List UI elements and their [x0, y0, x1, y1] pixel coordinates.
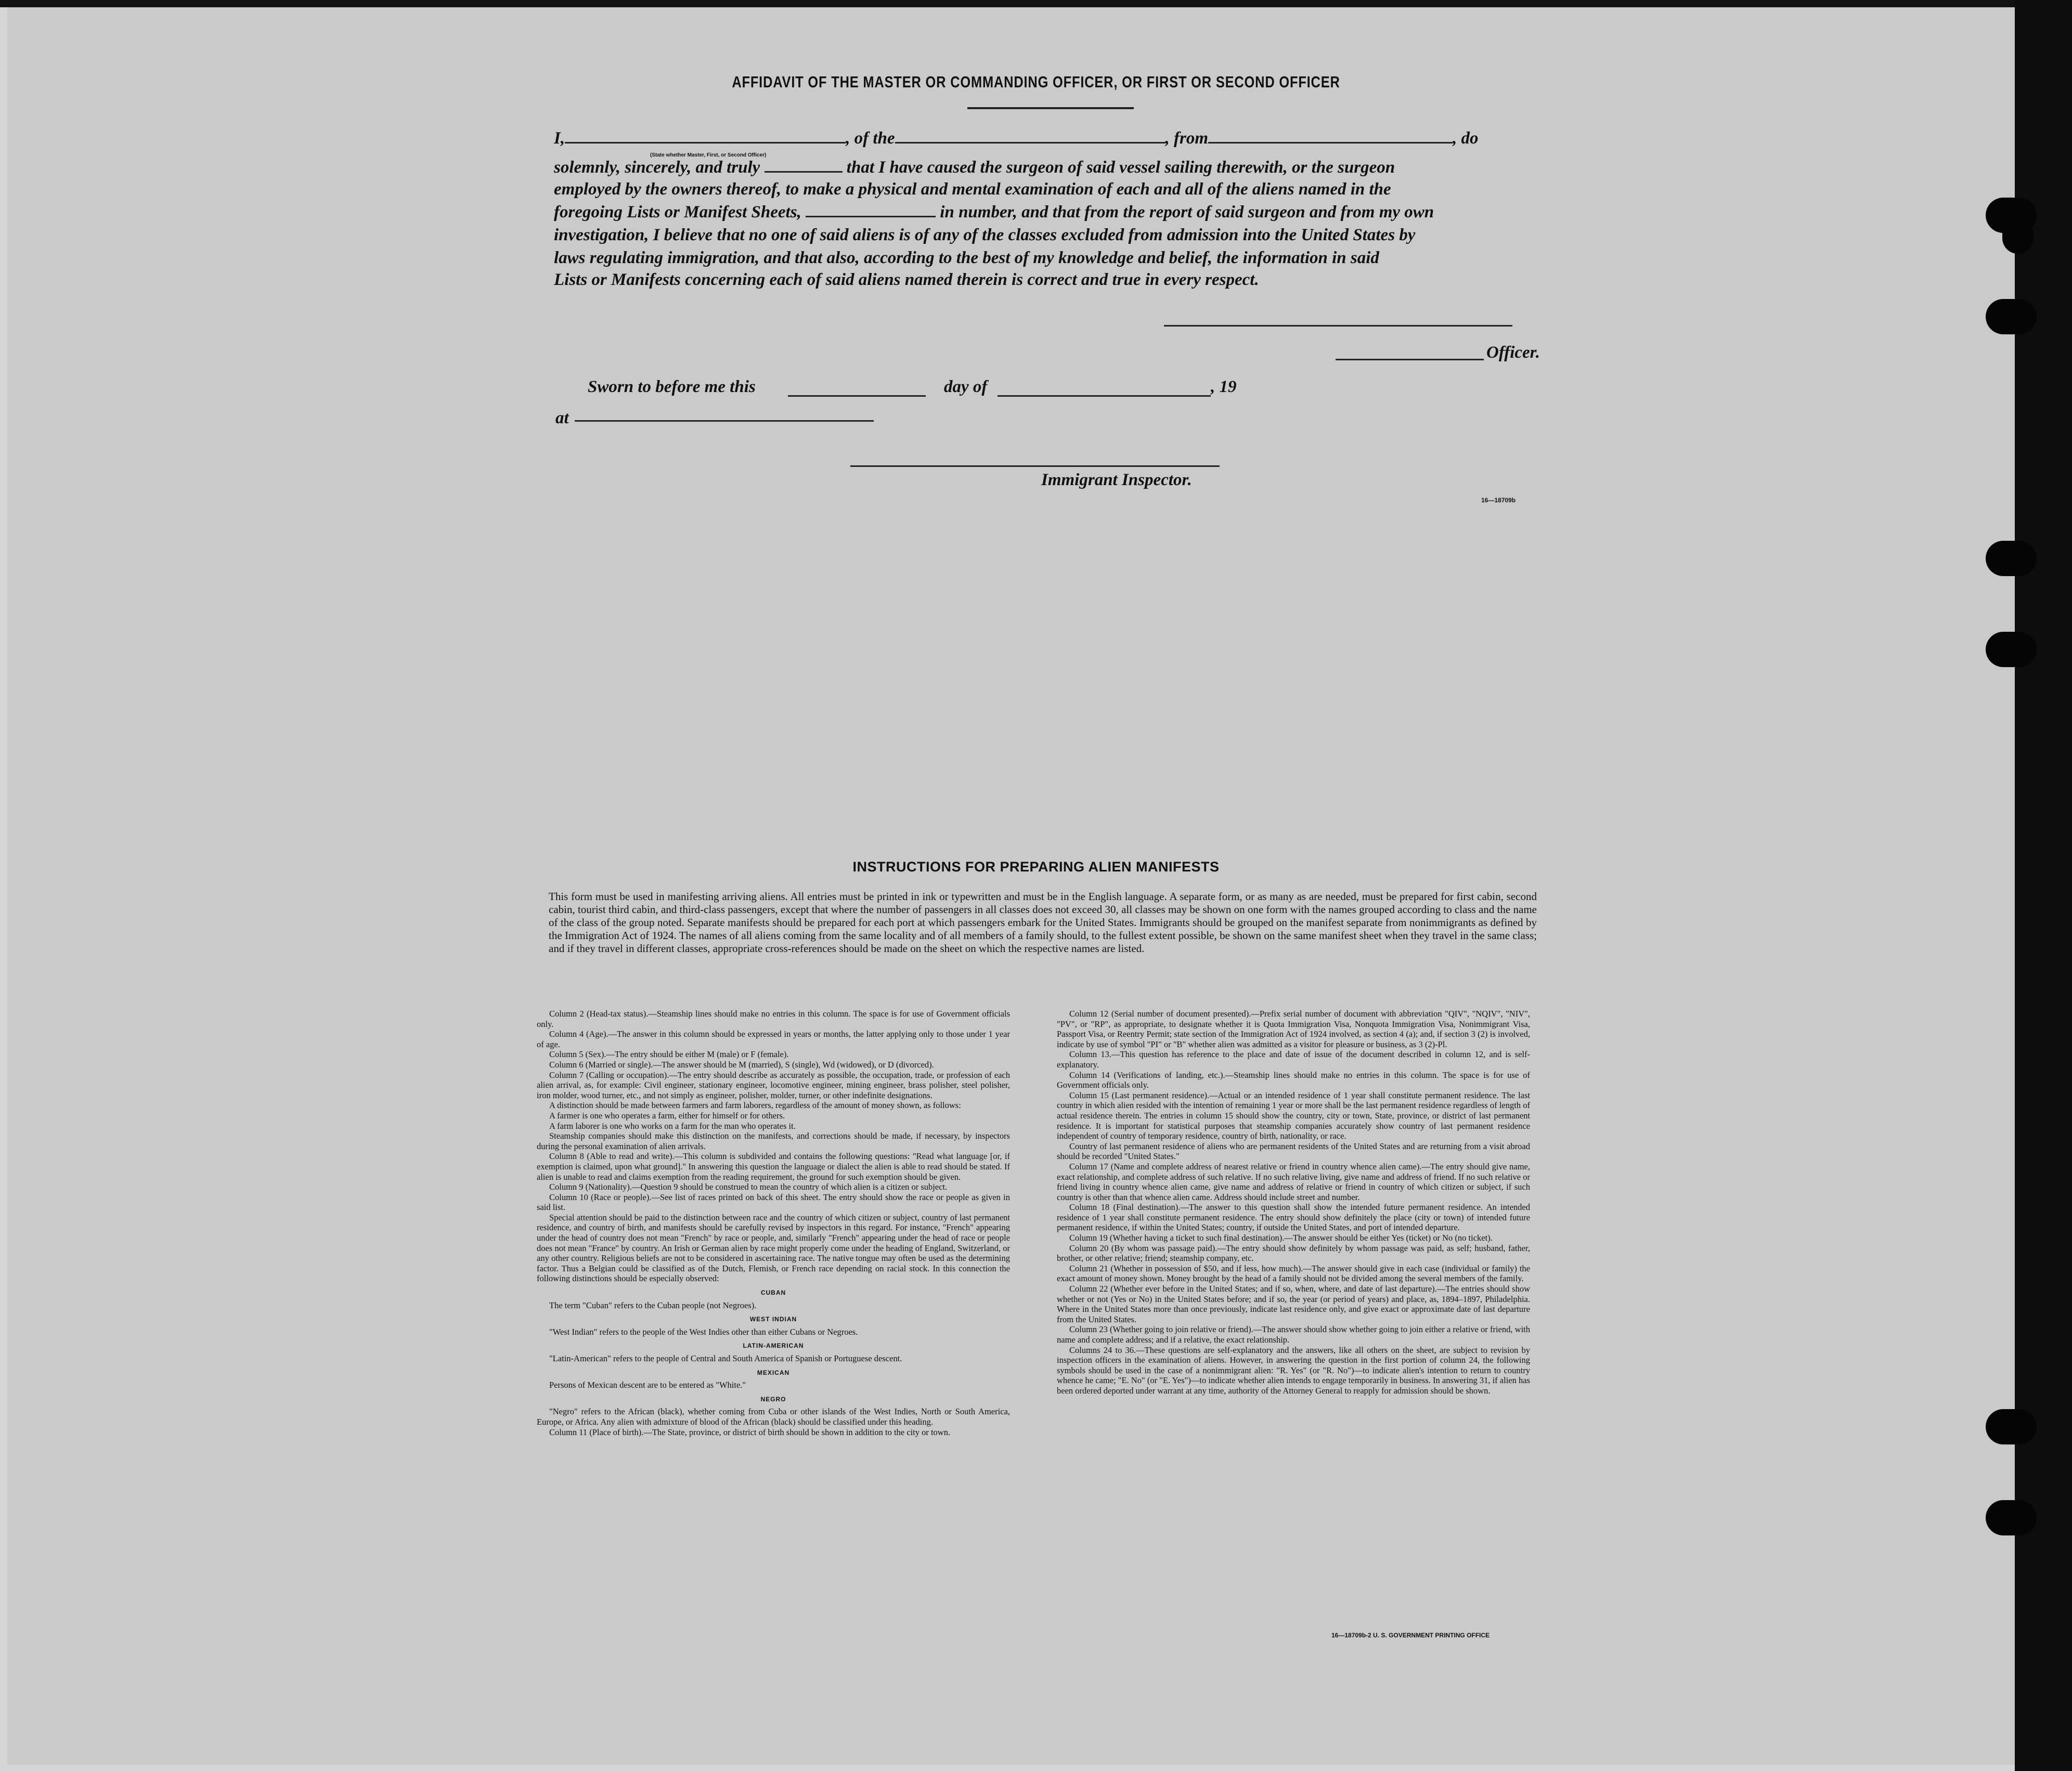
- section-heading-negro: NEGRO: [760, 1395, 786, 1403]
- year-text: , 19: [1211, 377, 1237, 396]
- negro-definition: "Negro" refers to the African (black), whether coming from Cuba or other islands of the West Indies, North or South America, Europe, or Africa. Any alien with admixture of blood of the African (black) should be classified under this heading.: [537, 1407, 1010, 1427]
- affidavit-line-3: employed by the owners thereof, to make a physical and mental examination of each and all of the aliens named in the: [554, 180, 1391, 199]
- sworn-text: Sworn to before me this: [588, 377, 756, 396]
- affidavit-line-1: I, , of the , from , do: [554, 129, 1479, 148]
- instruction-paragraph: Column 22 (Whether ever before in the United States; and if so, when, where, and date of last departure).—The entries should show whether or not (Yes or No) in the United States before; and if so, the year (or period of years) and place, as, 1894–1897, Philadelphia. Where in the United States more than once previously, indicate last residence only, and give exact or approximate date of last departure from the United States.: [1057, 1284, 1530, 1324]
- instruction-paragraph: Column 18 (Final destination).—The answer to this question shall show the intended future permanent residence. An intended residence of 1 year shall constitute permanent residence. The entry should show definitely the place (city or town) of intended future permanent residence, if within the United States; country, if outside the United States, and port of intended departure.: [1057, 1202, 1530, 1233]
- mexican-definition: Persons of Mexican descent are to be entered as "White.": [549, 1380, 746, 1390]
- binder-hole: [1986, 541, 2037, 576]
- instruction-paragraph: Column 15 (Last permanent residence).—Actual or an intended residence of 1 year shall constitute permanent residence. The last country in which alien resided with the intention of remaining 1 year or more shall be the last permanent residence regardless of length of actual residence therein. The entries in column 15 should show the country, city or town, State, province, or district of last permanent residence. It is important for statistical purposes that steamship companies accurately show country of last permanent residence independent of country of temporary residence, country of birth, nationality, or race.: [1057, 1090, 1530, 1141]
- instruction-paragraph: Column 10 (Race or people).—See list of races printed on back of this sheet. The entry should show the race or people as given in said list.: [537, 1192, 1010, 1213]
- officer-signature-line[interactable]: [1336, 359, 1484, 360]
- form-number: 16—18709b: [1481, 497, 1516, 504]
- instruction-paragraph: Column 6 (Married or single).—The answer should be M (married), S (single), Wd (widowed), or D (divorced).: [549, 1059, 934, 1070]
- inspector-signature-line[interactable]: [850, 465, 1220, 467]
- port-blank[interactable]: [1208, 132, 1453, 144]
- affidavit-line-6: laws regulating immigration, and that also, according to the best of my knowledge and belief, the information in said: [554, 249, 1379, 267]
- at-text: at: [555, 409, 569, 427]
- instructions-left-column: [537, 1009, 1010, 1437]
- day-of-text: day of: [944, 377, 988, 396]
- title-rule: [967, 107, 1134, 109]
- affidavit-line-2: solemnly, sincerely, and truly that I have caused the surgeon of said vessel sailing therewith, or the surgeon: [554, 158, 1395, 177]
- instruction-paragraph: Column 4 (Age).—The answer in this column should be expressed in years or months, the latter applying only to those under 1 year of age.: [537, 1029, 1010, 1049]
- instruction-paragraph: Column 8 (Able to read and write).—This column is subdivided and contains the following questions: "Read what language [or, if exemption is claimed, upon what ground]." In answering this question the language or dialect the alien is able to read should be stated. If alien is unable to read and claims exemption from the reading requirement, the ground for such exemption should be given.: [537, 1151, 1010, 1182]
- affidavit-line-5: investigation, I believe that no one of said aliens is of any of the classes excluded from admission into the United States by: [554, 226, 1416, 244]
- instruction-paragraph: Country of last permanent residence of aliens who are permanent residents of the United States and are returning from a visit abroad should be recorded "United States.": [1057, 1141, 1530, 1162]
- instruction-paragraph: Steamship companies should make this distinction on the manifests, and corrections should be made, if necessary, by inspectors during the personal examination of alien arrivals.: [537, 1131, 1010, 1151]
- cuban-definition: The term "Cuban" refers to the Cuban people (not Negroes).: [549, 1300, 757, 1310]
- binder-hole: [1986, 299, 2037, 334]
- binder-hole: [1986, 1409, 2037, 1444]
- instruction-paragraph: A farmer is one who operates a farm, either for himself or for others.: [549, 1110, 785, 1121]
- instruction-paragraph: Column 20 (By whom was passage paid).—The entry should show definitely by whom passage was paid, as self; husband, father, brother, or other relative; friend; steamship company, etc.: [1057, 1243, 1530, 1264]
- instruction-paragraph: Columns 24 to 36.—These questions are self-explanatory and the answers, like all others on the sheet, are subject to revision by inspection officers in the examination of aliens. However, in answering the question in the first portion of column 24, the following symbols should be used in the case of a nonimmigrant alien: "R. Yes" (or "R. No")—to indicate alien's intention to return to country whence he came; "E. No" (or "E. Yes")—to indicate whether alien intends to engage temporarily in business. In answering 31, if alien has been ordered deported under warrant at any time, authority of the Attorney General to reapply for admission should be shown.: [1057, 1345, 1530, 1396]
- affidavit-title: AFFIDAVIT OF THE MASTER OR COMMANDING OFFICER, OR FIRST OR SECOND OFFICER: [732, 73, 1340, 91]
- instruction-paragraph: A farm laborer is one who works on a farm for the man who operates it.: [549, 1121, 796, 1131]
- binder-hole: [1986, 1500, 2037, 1535]
- signature-line[interactable]: [1164, 325, 1512, 327]
- instruction-paragraph: Column 7 (Calling or occupation).—The entry should describe as accurately as possible, the occupation, trade, or profession of each alien arrival, as, for example: Civil engineer, stationary engineer, locomotive engineer, mining engineer, brass polisher, steel polisher, iron molder, wood turner, etc., and not simply as engineer, polisher, molder, turner, or other indefinite designations.: [537, 1070, 1010, 1100]
- instruction-paragraph: Column 9 (Nationality).—Question 9 should be construed to mean the country of which alien is a citizen or subject.: [549, 1182, 948, 1192]
- binder-hole: [2002, 218, 2034, 254]
- printing-office-imprint: 16—18709b-2 U. S. GOVERNMENT PRINTING OFFICE: [1331, 1632, 1490, 1639]
- instruction-paragraph: Special attention should be paid to the distinction between race and the country of which citizen or subject, country of last permanent residence, and country of birth, and manifests should be carefully revised by inspectors in this regard. For instance, "French" appearing under the head of country does not mean "French" by race or people, and, similarly "French" appearing under the head of race or people does not mean "France" by country. An Irish or German alien by race might properly come under the heading of England, Switzerland, or any other country. Religious beliefs are not to be considered in ascertaining race. The native tongue may often be used as the determining factor. Thus a Belgian could be classified as of the Dutch, Flemish, or French race depending on racial stock. In this connection the following distinctions should be especially observed:: [537, 1212, 1010, 1284]
- vessel-name-blank[interactable]: [895, 132, 1166, 144]
- instructions-right-column: [1057, 1009, 1530, 1396]
- instruction-paragraph: Column 21 (Whether in possession of $50, and if less, how much).—The answer should give in each case (individual or family) the exact amount of money shown. Money brought by the head of a family should not be divided among the several members of the family.: [1057, 1263, 1530, 1284]
- instruction-paragraph: Column 17 (Name and complete address of nearest relative or friend in country whence alien came).—The entry should give name, exact relationship, and complete address of such relative. If no such relative living, give name and address of friend. If no such relative or friend living in country whence alien came, give name and address of relative or friend in country of which citizen or subject, if such country is other than that whence alien came. Address should include street and number.: [1057, 1161, 1530, 1202]
- rank-note: (State whether Master, First, or Second Officer): [650, 152, 767, 158]
- officer-rank-blank[interactable]: [565, 132, 846, 144]
- oath-blank[interactable]: [765, 161, 843, 173]
- officer-label: Officer.: [1486, 343, 1540, 362]
- instructions-intro: This form must be used in manifesting arriving aliens. All entries must be printed in ink or typewritten and must be in the English language. A separate form, or as many as are needed, must be prepared for first cabin, second cabin, tourist third cabin, and third-class passengers, except that where the number of passengers in all classes does not exceed 30, all classes may be shown on one form with the names grouped according to class and the name of the class of the group noted. Separate manifests should be prepared for each port at which passengers embark for the United States. Immigrants should be grouped on the manifest separate from nonimmigrants as defined by the Immigration Act of 1924. The names of all aliens coming from the same locality and of all members of a family should, to the fullest extent possible, be shown on the same manifest sheet when they travel in the same class; and if they travel in different classes, appropriate cross-references should be made on the sheet on which the respective names are listed.: [549, 890, 1537, 955]
- section-heading-mexican: MEXICAN: [757, 1369, 790, 1376]
- instruction-paragraph: Column 23 (Whether going to join relative or friend).—The answer should show whether going to join either a relative or friend, with name and complete address; and if a relative, the exact relationship.: [1057, 1324, 1530, 1345]
- section-heading-west-indian: WEST INDIAN: [749, 1316, 797, 1323]
- section-heading-latin-american: LATIN-AMERICAN: [743, 1342, 804, 1350]
- instructions-title: INSTRUCTIONS FOR PREPARING ALIEN MANIFESTS: [852, 859, 1220, 875]
- latin-american-definition: "Latin-American" refers to the people of Central and South America of Spanish or Portuguese descent.: [549, 1353, 902, 1363]
- affidavit-line-4: foregoing Lists or Manifest Sheets, in number, and that from the report of said surgeon and from my own: [554, 203, 1434, 222]
- inspector-label: Immigrant Inspector.: [1041, 471, 1192, 489]
- instruction-paragraph: Column 19 (Whether having a ticket to such final destination).—The answer should be either Yes (ticket) or No (no ticket).: [1069, 1233, 1493, 1243]
- binder-hole: [1986, 632, 2037, 667]
- instruction-paragraph: Column 12 (Serial number of document presented).—Prefix serial number of document with abbreviation "QIV", "NQIV", "NIV", "PV", or "RP", as appropriate, to designate whether it is Quota Immigration Visa, Nonquota Immigration Visa, Nonimmigrant Visa, Passport Visa, or Reentry Permit; state section of the Immigration Act of 1924 involved, as section 4 (a); and, if section 3 (2) is involved, indicate by use of symbol "PI" or "B" whether alien was admitted as a visitor for pleasure or business, as 3 (2)-Pl.: [1057, 1009, 1530, 1049]
- instruction-paragraph: A distinction should be made between farmers and farm laborers, regardless of the amount of money shown, as follows:: [549, 1100, 961, 1111]
- sworn-day-blank[interactable]: [788, 395, 926, 397]
- sworn-month-blank[interactable]: [998, 395, 1211, 397]
- affidavit-line-7: Lists or Manifests concerning each of said aliens named therein is correct and true in every respect.: [554, 270, 1259, 289]
- instruction-paragraph: Column 14 (Verifications of landing, etc.).—Steamship lines should make no entries in this column. The space is for use of Government officials only.: [1057, 1070, 1530, 1090]
- instruction-paragraph: Column 2 (Head-tax status).—Steamship lines should make no entries in this column. The space is for use of Government officials only.: [537, 1009, 1010, 1029]
- sworn-place-blank[interactable]: [575, 420, 874, 422]
- instruction-paragraph: Column 13.—This question has reference to the place and date of issue of the document described in column 12, and is self-explanatory.: [1057, 1049, 1530, 1070]
- instruction-paragraph: Column 11 (Place of birth).—The State, province, or district of birth should be shown in addition to the city or town.: [549, 1427, 951, 1437]
- section-heading-cuban: CUBAN: [760, 1289, 786, 1297]
- west-indian-definition: "West Indian" refers to the people of the West Indies other than either Cubans or Negroes.: [549, 1326, 858, 1337]
- number-of-sheets-blank[interactable]: [806, 205, 936, 217]
- instruction-paragraph: Column 5 (Sex).—The entry should be either M (male) or F (female).: [549, 1049, 789, 1060]
- scan-edge: [0, 0, 2072, 7]
